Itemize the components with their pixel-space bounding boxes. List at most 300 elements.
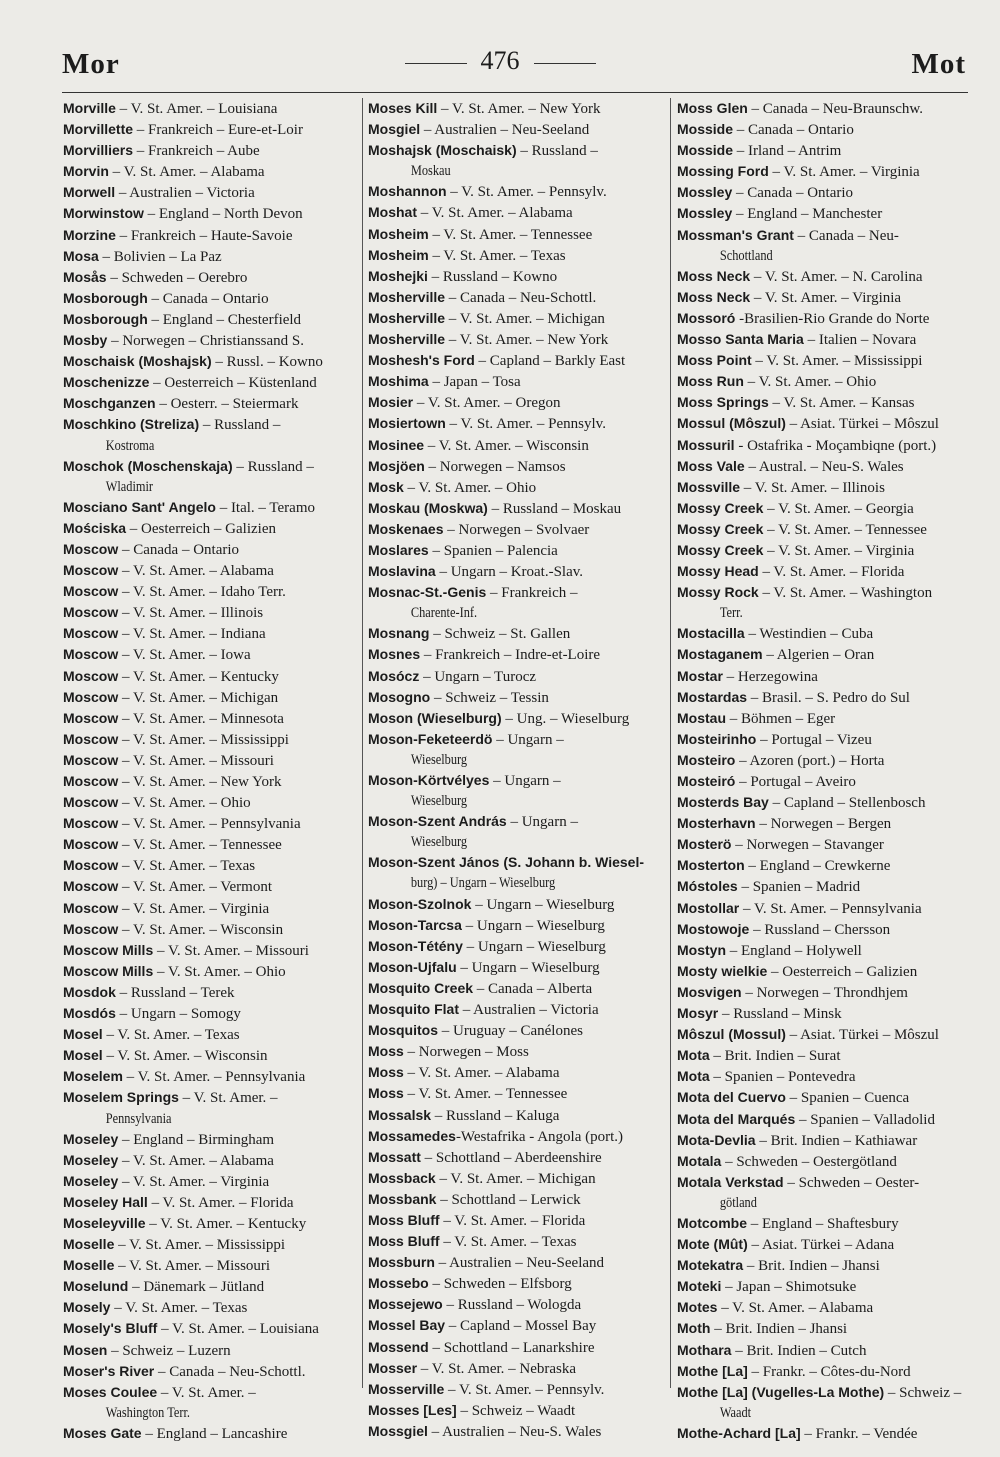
entry-headword: Mostaganem — [677, 646, 763, 663]
entry-location: – V. St. Amer. – Tennessee — [763, 521, 927, 538]
entry-location: – V. St. Amer. – Mississippi — [114, 1237, 286, 1254]
entry-location: – Australien – Neu-S. Wales — [427, 1423, 602, 1440]
entry-headword: Mosterton — [677, 857, 745, 874]
gazetteer-entry — [368, 1315, 664, 1336]
entry-location: – V. St. Amer. – Texas — [102, 1027, 240, 1044]
entry-headword: Mosdós — [63, 1005, 116, 1022]
entry-location: – V. St. Amer. – Texas — [110, 1300, 248, 1317]
entry-location: – Australien – Victoria — [115, 185, 255, 202]
entry-location: – Asiat. Türkei – Adana — [747, 1237, 895, 1254]
gazetteer-entry — [368, 666, 664, 687]
entry-continuation: Kostroma — [105, 437, 155, 454]
gazetteer-entry — [63, 1213, 355, 1234]
entry-location: – V. St. Amer. – Wisconsin — [118, 921, 284, 938]
gazetteer-entry — [677, 644, 973, 665]
entry-headword: Mossy Creek — [677, 499, 764, 516]
header-rule — [62, 92, 968, 93]
entry-location: – V. St. Amer. – Missouri — [114, 1258, 271, 1275]
entry-location: – V. St. Amer. – Pennsylv. — [446, 184, 607, 201]
entry-headword: Moscow — [63, 667, 119, 684]
entry-location: – Dänemark – Jütland — [128, 1279, 265, 1296]
gazetteer-entry — [368, 266, 664, 287]
gazetteer-entry — [63, 729, 355, 750]
entry-location: – Japan – Tosa — [428, 374, 521, 391]
entry-location: – Norwegen – Bergen — [755, 816, 892, 833]
entry-headword: Mossing Ford — [677, 163, 769, 180]
entry-location: – Irland – Antrim — [733, 143, 842, 160]
entry-headword: Mościska — [63, 519, 127, 536]
entry-headword: Moskau (Moskwa) — [368, 499, 488, 516]
gazetteer-entry — [63, 330, 355, 351]
entry-headword: Moscow Mills — [63, 962, 154, 979]
entry-headword: Mosely's Bluff — [63, 1320, 158, 1337]
entry-location: – V. St. Amer. – Kentucky — [118, 668, 279, 685]
gazetteer-entry — [63, 1361, 355, 1382]
entry-location: – V. St. Amer. – Pennsylvania — [122, 1069, 306, 1086]
entry-location: – Portugal – Aveiro — [735, 774, 856, 790]
entry-location: – Canada – Ontario — [733, 122, 854, 139]
entry-location: – England – Shaftesbury — [747, 1215, 899, 1232]
entry-headword: Moscow — [63, 815, 119, 832]
entry-headword: Moscow — [63, 540, 119, 557]
gazetteer-entry — [368, 287, 664, 308]
entry-location: – Frankreich – Indre-et-Loire — [420, 647, 601, 664]
entry-location: – Ungarn – Wieselburg — [461, 917, 605, 934]
entry-headword: Mossy Creek — [677, 520, 764, 537]
entry-location: – V. St. Amer. – Texas — [439, 1234, 577, 1251]
entry-continuation: burg) – Ungarn – Wieselburg — [410, 875, 556, 892]
entry-location: – V. St. Amer. – Virginia — [118, 1173, 270, 1190]
entry-headword: Moslares — [368, 541, 429, 558]
entry-location: – Canada – Ontario — [118, 541, 240, 558]
gazetteer-entry — [63, 876, 355, 897]
entry-continuation: Moskau — [410, 163, 451, 180]
gazetteer-entry — [63, 1276, 355, 1297]
entry-headword: Moson-Tarcsa — [368, 916, 462, 933]
entry-headword: Mota — [677, 1068, 710, 1085]
entry-location: – V. St. Amer. – Missouri — [118, 752, 274, 769]
gazetteer-entry — [677, 371, 973, 392]
entry-headword: Moss Bluff — [368, 1211, 440, 1228]
entry-location: – V. St. Amer. – Tennessee — [118, 837, 282, 854]
gazetteer-entry — [368, 98, 664, 119]
entry-location: – V. St. Amer. – Mississippi — [751, 353, 923, 370]
entry-headword: Mosócz — [368, 667, 420, 684]
gazetteer-entry — [63, 1045, 355, 1066]
entry-location: – Schottland – Lanarkshire — [428, 1339, 595, 1356]
entry-headword: Mosjöen — [368, 457, 425, 474]
entry-location: – V. St. Amer. – Georgia — [763, 500, 914, 517]
entry-location: – Ungarn – Turocz — [419, 668, 537, 685]
gazetteer-entry — [677, 203, 973, 224]
entry-headword: Moscow — [63, 730, 119, 747]
gazetteer-entry — [677, 1255, 973, 1276]
entry-continuation: Wieselburg — [410, 751, 468, 768]
entry-location: – Canada – Ontario — [732, 185, 854, 202]
gazetteer-entry — [368, 999, 664, 1020]
entry-location: – V. St. Amer. – Michigan — [435, 1170, 596, 1187]
entry-location: – Brit. Indien – Jhansi — [710, 1321, 848, 1338]
entry-headword: Moses Gate — [63, 1424, 142, 1441]
entry-headword: Moteki — [677, 1278, 722, 1295]
gazetteer-entry — [63, 1255, 355, 1276]
entry-headword: Mosterö — [677, 836, 732, 853]
entry-headword: Moscow — [63, 583, 119, 600]
entry-headword: Mossuril — [677, 436, 735, 453]
entry-location: – V. St. Amer. – Illinois — [740, 479, 885, 496]
entry-headword: Mossgiel — [368, 1422, 428, 1439]
entry-headword: Mossburn — [368, 1254, 435, 1271]
gazetteer-entry — [677, 771, 973, 792]
entry-location: – V. St. Amer. – Florida — [758, 564, 905, 581]
entry-headword: Moseley Hall — [63, 1193, 148, 1210]
gazetteer-entry — [63, 1087, 355, 1108]
entry-headword: Moscow — [63, 688, 119, 705]
gazetteer-entry — [63, 1129, 355, 1150]
entry-location: – Ungarn – Wieselburg — [462, 938, 606, 955]
gazetteer-entry — [368, 1400, 664, 1421]
entry-headword: Mosquito Creek — [368, 979, 474, 996]
gazetteer-entry — [368, 498, 664, 519]
gazetteer-entry — [368, 1337, 664, 1358]
entry-location: – England – Holywell — [726, 942, 862, 959]
entry-headword: Mosside — [677, 121, 734, 138]
entry-location: – Ungarn – Wieselburg — [471, 896, 615, 913]
gazetteer-entry — [368, 561, 664, 582]
entry-headword: Moschok (Moschenskaja) — [63, 457, 233, 474]
entry-location: – V. St. Amer. – Ohio — [743, 374, 877, 391]
entry-headword: Moselle — [63, 1257, 115, 1274]
gazetteer-entry — [63, 623, 355, 644]
entry-location: – Ung. – Wieselburg — [501, 710, 630, 727]
entry-headword: Moschganzen — [63, 395, 156, 412]
entry-headword: Mossback — [368, 1169, 436, 1186]
entry-location: – V. St. Amer. – Mississippi — [118, 731, 289, 748]
entry-location: – Norwegen – Throndhjem — [741, 984, 908, 1001]
gazetteer-entry — [63, 1297, 355, 1318]
gazetteer-entry — [677, 1276, 973, 1297]
entry-location: – Russland – Moskau — [487, 500, 622, 517]
entry-headword: Mosa — [63, 247, 99, 264]
entry-location: – Norwegen – Svolvaer — [443, 521, 590, 538]
gazetteer-entry — [368, 456, 664, 477]
entry-headword: Mota — [677, 1047, 710, 1064]
gazetteer-entry — [677, 1109, 973, 1130]
entry-location: – Ungarn – — [492, 731, 564, 748]
entry-headword: Moses Coulee — [63, 1383, 158, 1400]
column-1 — [63, 98, 355, 1442]
entry-headword: Moson-Körtvélyes — [368, 772, 490, 788]
entry-location: – V. St. Amer. – Virginia — [768, 164, 920, 181]
gazetteer-entry — [368, 644, 664, 665]
entry-location: – Asiat. Türkei – Môszul — [785, 1027, 939, 1044]
running-head-right: Mot — [911, 48, 966, 80]
entry-headword: Mossley — [677, 184, 733, 201]
gazetteer-entry — [63, 581, 355, 602]
entry-headword: Mosel — [63, 1026, 103, 1043]
entry-location: – Schweiz – St. Gallen — [429, 626, 571, 643]
gazetteer-entry — [63, 98, 355, 119]
gazetteer-entry — [368, 245, 664, 266]
entry-location: – Canada – Neu-Braunschw. — [747, 101, 924, 117]
entry-location: – Frankr. – Côtes-du-Nord — [747, 1363, 911, 1380]
entry-location: – V. St. Amer. – Pennsylv. — [445, 416, 606, 433]
entry-headword: Mostau — [677, 709, 726, 726]
entry-headword: Mossalsk — [368, 1106, 432, 1123]
entry-headword: Moson-Szolnok — [368, 895, 472, 912]
column-2 — [368, 98, 664, 1440]
entry-headword: Mothe [La] (Vugelles-La Mothe) — [677, 1383, 885, 1400]
entry-headword: Mosherville — [368, 331, 446, 348]
gazetteer-entry — [63, 1192, 355, 1213]
entry-headword: Moss Point — [677, 352, 752, 369]
page-number-row — [0, 46, 1000, 76]
entry-location: – V. St. Amer. – Alabama — [417, 205, 573, 222]
entry-headword: Mota-Devlia — [677, 1131, 756, 1148]
entry-headword: Moscow — [63, 899, 119, 916]
entry-headword: Mossul (Môszul) — [677, 415, 786, 432]
entry-continuation: Wieselburg — [410, 834, 468, 851]
entry-headword: Mosborough — [63, 289, 148, 306]
gazetteer-entry — [677, 834, 973, 855]
entry-headword: Mosiertown — [368, 415, 446, 432]
gazetteer-entry — [677, 1382, 973, 1403]
entry-headword: Mosk — [368, 478, 404, 495]
entry-location: – V. St. Amer. – Texas — [428, 247, 566, 264]
entry-headword: Mossejewo — [368, 1296, 443, 1313]
gazetteer-entry — [677, 855, 973, 876]
gazetteer-entry — [368, 1421, 664, 1442]
gazetteer-entry — [368, 811, 664, 832]
entry-headword: Moscow — [63, 604, 119, 621]
entry-headword: Mossman's Grant — [677, 226, 794, 243]
gazetteer-entry — [677, 940, 973, 961]
entry-continuation: Waadt — [719, 1404, 752, 1421]
entry-headword: Morvillette — [63, 121, 134, 138]
entry-headword: Moshima — [368, 373, 429, 390]
entry-headword: Moson-Szent András — [368, 813, 507, 830]
gazetteer-entry — [677, 1423, 973, 1444]
entry-location: – V. St. Amer. – Louisiana — [115, 101, 278, 117]
gazetteer-entry — [368, 852, 664, 873]
entry-headword: Moselle — [63, 1236, 115, 1253]
column-divider-1 — [362, 98, 363, 1388]
gazetteer-entry — [368, 729, 664, 750]
entry-location: – V. St. Amer. – Louisiana — [157, 1321, 319, 1338]
entry-headword: Mosier — [368, 394, 414, 411]
entry-headword: Motekatra — [677, 1257, 744, 1274]
entry-location: – Ungarn – — [489, 773, 561, 789]
gazetteer-entry — [63, 182, 355, 203]
gazetteer-entry — [63, 940, 355, 961]
entry-headword: Mossend — [368, 1338, 429, 1355]
gazetteer-entry — [368, 1020, 664, 1041]
gazetteer-entry — [63, 1318, 355, 1339]
entry-location: – Brit. Indien – Kathiawar — [755, 1132, 918, 1149]
entry-headword: Mosheim — [368, 246, 429, 263]
entry-headword: Morvin — [63, 163, 109, 180]
entry-location: – V. St. Amer. – Iowa — [118, 647, 251, 664]
entry-location: – Norwegen – Moss — [403, 1044, 529, 1061]
entry-headword: Motcombe — [677, 1214, 747, 1231]
entry-location: – V. St. Amer. – Ohio — [118, 795, 251, 812]
gazetteer-entry — [63, 225, 355, 246]
entry-location: – Canada – Neu-Schottl. — [154, 1363, 306, 1380]
entry-headword: Moseley — [63, 1130, 119, 1147]
gazetteer-entry — [677, 1361, 973, 1382]
entry-headword: Moshannon — [368, 183, 447, 200]
gazetteer-entry — [677, 919, 973, 940]
entry-location: – Norwegen – Christianssand S. — [107, 333, 304, 350]
gazetteer-entry — [677, 750, 973, 771]
entry-headword: Moseley — [63, 1172, 119, 1189]
entry-location: – Spanien – Madrid — [737, 879, 861, 896]
entry-headword: Moscow — [63, 920, 119, 937]
entry-location: – V. St. Amer. – Michigan — [445, 310, 605, 327]
entry-headword: Moss Neck — [677, 267, 751, 284]
entry-headword: Moss Bluff — [368, 1233, 440, 1250]
entry-location: – Austral. – Neu-S. Wales — [744, 458, 904, 475]
gazetteer-entry — [63, 919, 355, 940]
entry-headword: Mossy Head — [677, 563, 759, 580]
entry-headword: Moscow — [63, 794, 119, 811]
entry-location: – V. St. Amer. – Wisconsin — [424, 437, 589, 454]
entry-location: – V. St. Amer. – Kansas — [768, 395, 915, 412]
entry-headword: Mosnes — [368, 646, 421, 663]
entry-location: – Schweiz – Luzern — [107, 1342, 231, 1359]
entry-location: -Westafrika - Angola (port.) — [455, 1128, 624, 1145]
entry-location: – Frankreich – Haute-Savoie — [115, 227, 293, 244]
entry-headword: Mosinee — [368, 436, 425, 453]
entry-headword: Móstoles — [677, 878, 738, 895]
entry-location: – V. St. Amer. – Illinois — [118, 605, 264, 622]
entry-headword: Mosogno — [368, 688, 431, 705]
entry-headword: Mosteiro — [677, 751, 736, 768]
entry-headword: Morwinstow — [63, 205, 144, 222]
gazetteer-entry — [368, 1126, 664, 1147]
gazetteer-entry — [63, 750, 355, 771]
gazetteer-entry — [63, 539, 355, 560]
entry-headword: Morvilliers — [63, 142, 134, 159]
gazetteer-entry — [677, 413, 973, 434]
gazetteer-entry — [677, 1066, 973, 1087]
entry-location: – V. St. Amer. – Pennsylv. — [444, 1381, 605, 1398]
entry-headword: Mossbank — [368, 1190, 437, 1207]
entry-location: – V. St. Amer. – New York — [437, 101, 601, 117]
entry-headword: Morville — [63, 100, 116, 116]
entry-location: – V. St. Amer. – Wisconsin — [102, 1048, 268, 1065]
entry-location: – Asiat. Türkei – Môszul — [785, 416, 939, 433]
entry-location: – Russland – — [516, 143, 598, 160]
entry-headword: Moschenizze — [63, 374, 150, 391]
gazetteer-entry — [368, 1210, 664, 1231]
entry-location: – Russland – Minsk — [718, 1006, 842, 1023]
entry-headword: Mosciano Sant' Angelo — [63, 498, 216, 515]
gazetteer-entry — [677, 435, 973, 456]
gazetteer-entry — [368, 540, 664, 561]
entry-location: – V. St. Amer. – Pennsylvania — [739, 900, 922, 917]
gazetteer-entry — [63, 414, 355, 435]
gazetteer-entry — [63, 961, 355, 982]
entry-location: – V. St. Amer. – Washington — [758, 585, 933, 602]
gazetteer-entry — [677, 456, 973, 477]
entry-location: – Schweden – Elfsborg — [428, 1276, 572, 1293]
entry-location: – Spanien – Valladolid — [795, 1111, 935, 1128]
entry-location: – Russland – — [199, 417, 281, 434]
entry-location: – Australien – Neu-Seeland — [434, 1255, 605, 1272]
entry-continuation: Washington Terr. — [105, 1404, 190, 1421]
entry-headword: Moscow — [63, 625, 119, 642]
entry-headword: Moson (Wieselburg) — [368, 709, 502, 726]
entry-headword: Mothe [La] — [677, 1362, 748, 1379]
gazetteer-entry — [677, 1234, 973, 1255]
column-3 — [677, 98, 973, 1442]
entry-continuation: Wieselburg — [410, 793, 468, 810]
gazetteer-entry — [677, 266, 973, 287]
entry-headword: Moselem — [63, 1068, 123, 1085]
entry-headword: Moson-Feketeerdö — [368, 730, 493, 747]
gazetteer-entry — [677, 392, 973, 413]
entry-headword: Mossamedes — [368, 1127, 456, 1144]
entry-headword: Moses Kill — [368, 100, 438, 116]
entry-continuation: Terr. — [719, 605, 743, 622]
gazetteer-entry — [368, 119, 664, 140]
entry-headword: Mostacilla — [677, 625, 745, 642]
entry-location: – V. St. Amer. – — [157, 1384, 256, 1401]
gazetteer-entry — [368, 1041, 664, 1062]
gazetteer-entry — [63, 497, 355, 518]
entry-headword: Motala — [677, 1152, 722, 1169]
gazetteer-entry — [368, 371, 664, 392]
gazetteer-entry — [63, 1024, 355, 1045]
gazetteer-entry — [368, 1273, 664, 1294]
entry-location: – Japan – Shimotsuke — [721, 1279, 857, 1296]
page-number: 476 — [480, 46, 520, 75]
gazetteer-entry — [63, 855, 355, 876]
gazetteer-entry — [63, 140, 355, 161]
entry-headword: Mosås — [63, 268, 107, 285]
entry-location: – V. St. Amer. – Virginia — [763, 542, 915, 559]
entry-headword: Moschaisk (Moshajsk) — [63, 353, 212, 370]
entry-headword: Moson-Ujfalu — [368, 958, 457, 975]
gazetteer-entry — [677, 687, 973, 708]
gazetteer-entry — [63, 771, 355, 792]
gazetteer-entry — [63, 834, 355, 855]
entry-location: – V. St. Amer. – Tennessee — [403, 1086, 568, 1103]
entry-headword: Moskenaes — [368, 520, 444, 537]
entry-headword: Morwell — [63, 184, 116, 201]
gazetteer-entry — [63, 898, 355, 919]
entry-headword: Mosnang — [368, 625, 430, 642]
entry-location: – V. St. Amer. – Alabama — [118, 563, 274, 580]
entry-location: – Ungarn – Somogy — [115, 1006, 241, 1023]
gazetteer-entry — [677, 982, 973, 1003]
entry-headword: Moss Run — [677, 373, 744, 390]
entry-headword: Moslavina — [368, 563, 436, 580]
gazetteer-entry — [677, 182, 973, 203]
entry-location: – Ungarn – Kroat.-Slav. — [435, 564, 584, 581]
gazetteer-entry — [368, 202, 664, 223]
entry-headword: Moscow — [63, 709, 119, 726]
entry-location: – Spanien – Pontevedra — [709, 1069, 856, 1086]
entry-location: – England – Chesterfield — [147, 311, 302, 328]
gazetteer-entry — [677, 287, 973, 308]
gazetteer-entry — [368, 1147, 664, 1168]
entry-location: – Canada – Neu- — [793, 227, 899, 244]
entry-location: – Norwegen – Namsos — [424, 458, 566, 475]
entry-location: – Capland – Mossel Bay — [445, 1318, 597, 1335]
gazetteer-entry — [63, 456, 355, 477]
